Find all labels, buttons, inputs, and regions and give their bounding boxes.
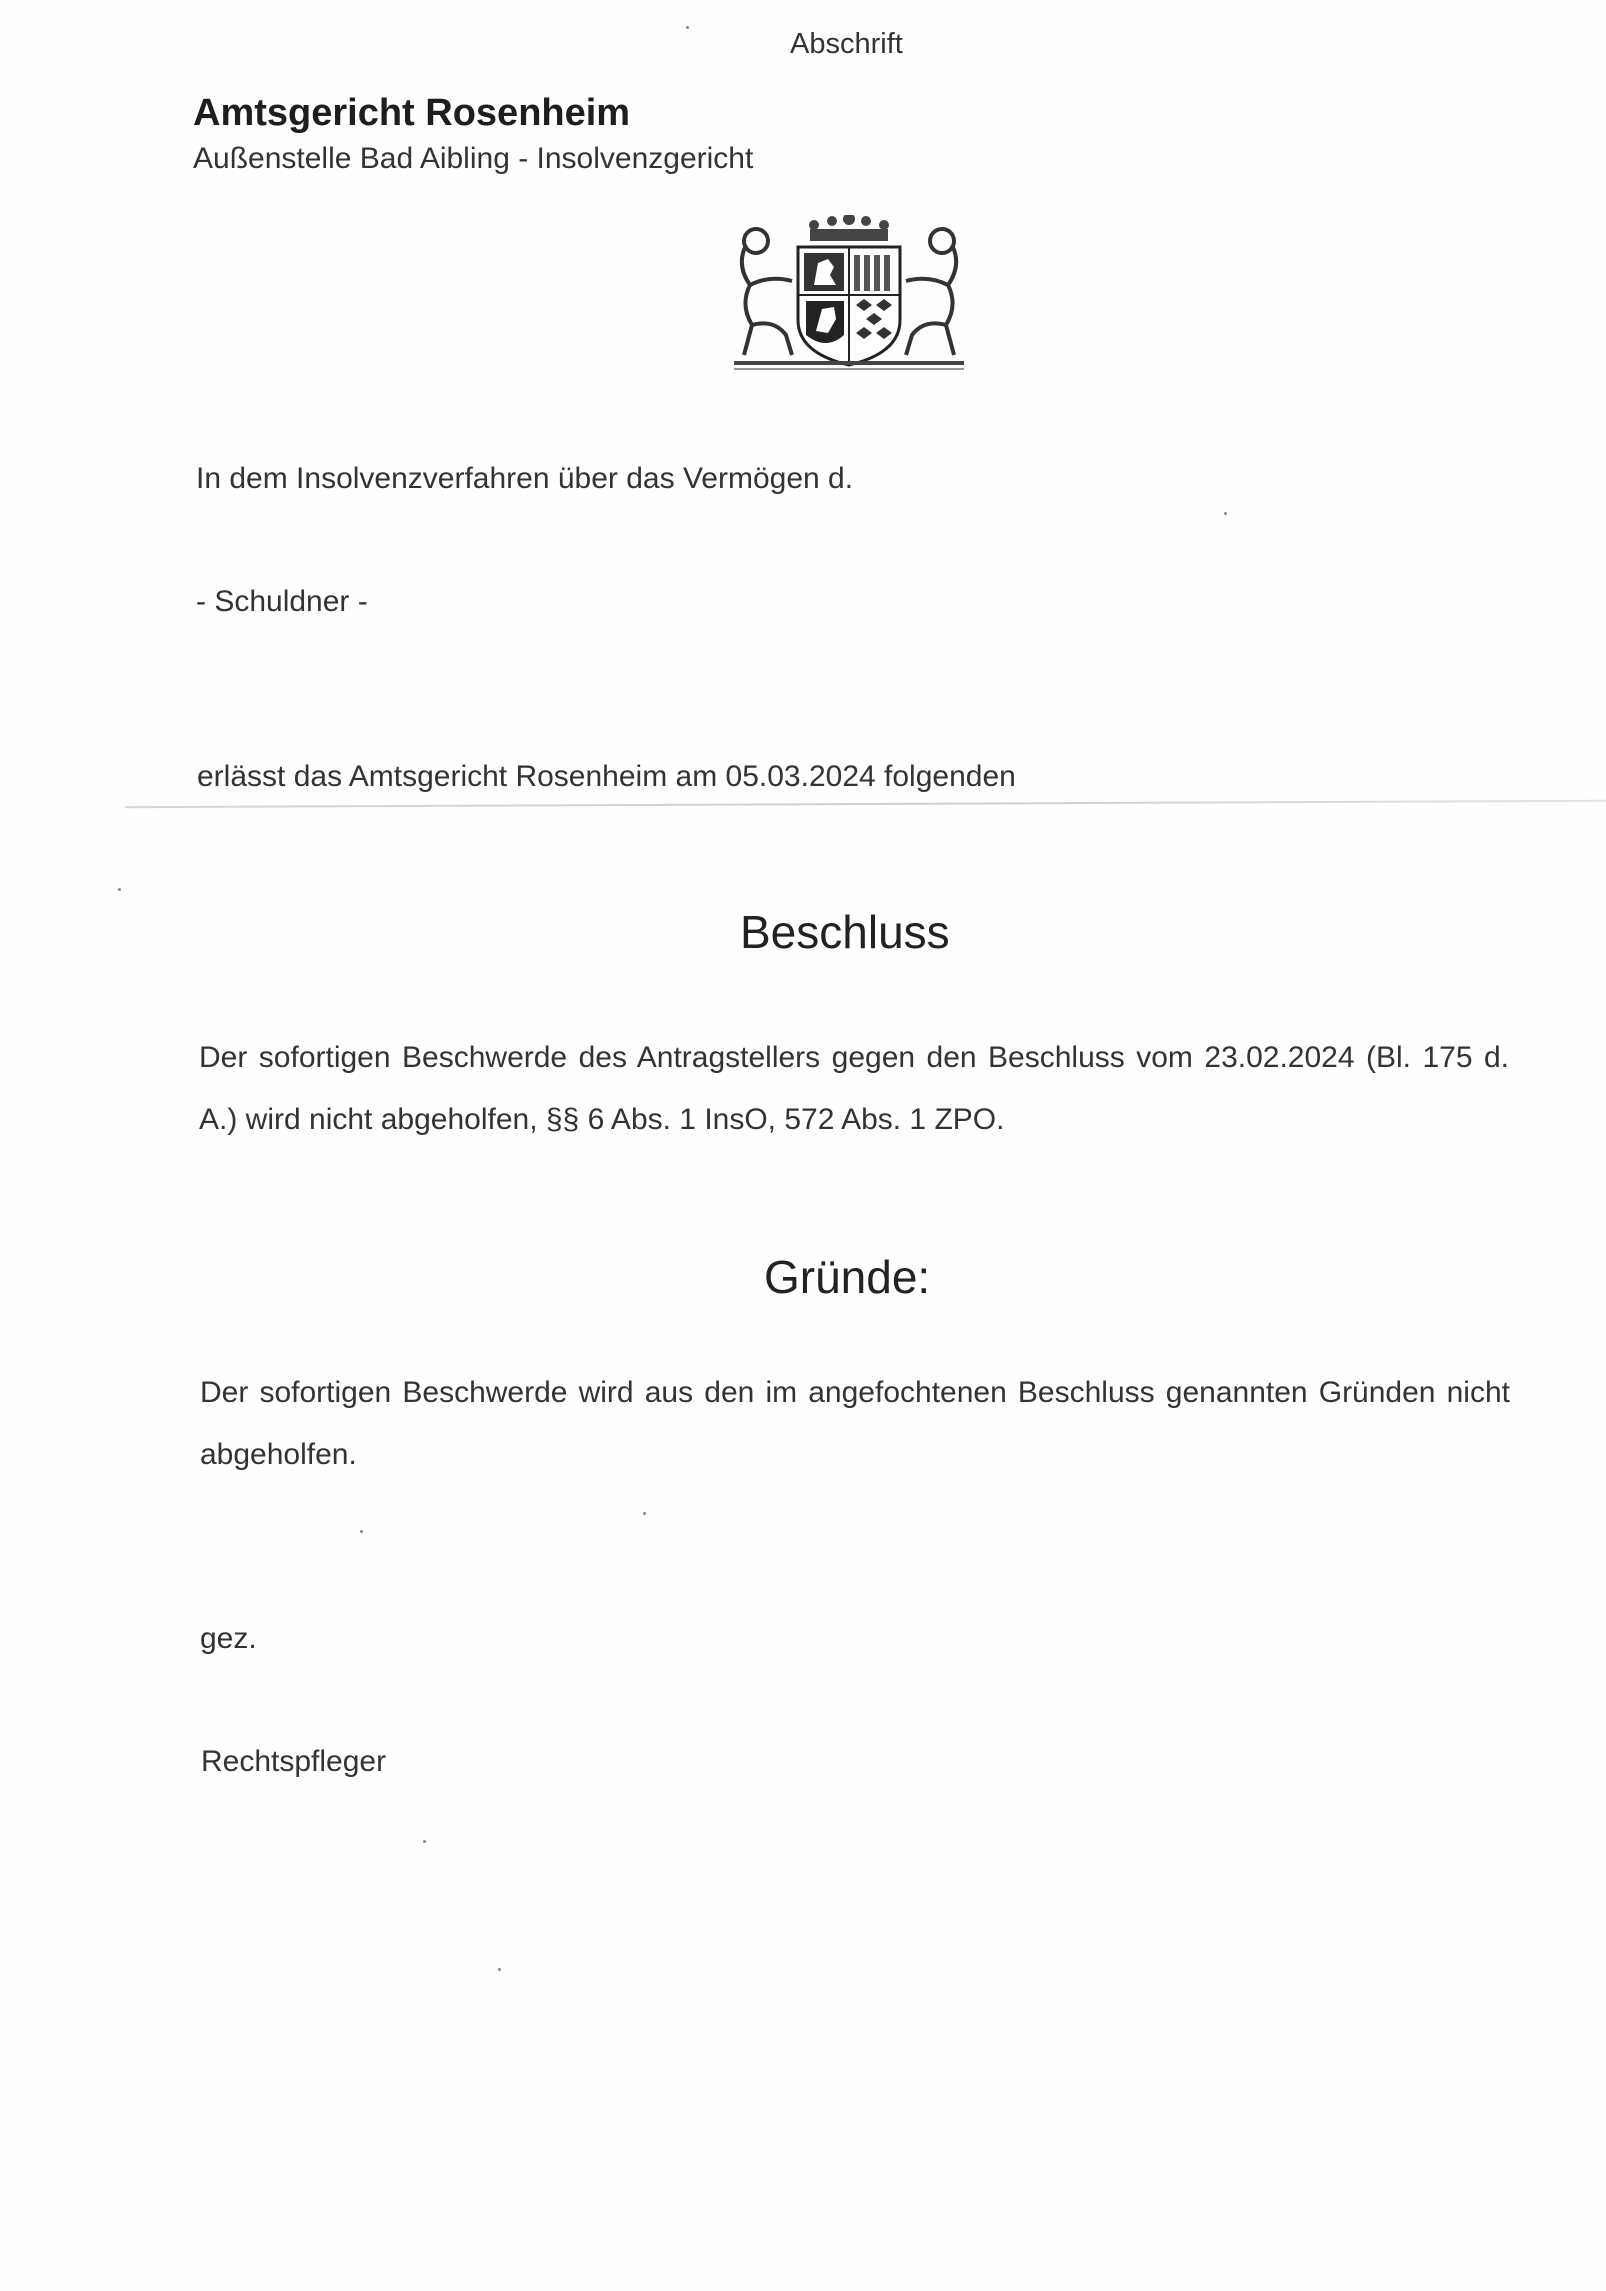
decision-heading: Beschluss [740, 906, 950, 958]
scan-speck [423, 1840, 426, 1843]
signed-mark: gez. [200, 1622, 257, 1655]
intro-line: In dem Insolvenzverfahren über das Vermögen d. [196, 462, 854, 495]
scan-speck [643, 1512, 646, 1515]
issuing-line: erlässt das Amtsgericht Rosenheim am 05.03.2024 folgenden [197, 760, 1016, 793]
fold-line [125, 800, 1606, 808]
court-name: Amtsgericht Rosenheim [193, 92, 631, 134]
copy-mark: Abschrift [790, 28, 903, 60]
scan-speck [1224, 512, 1227, 515]
scan-speck [360, 1530, 363, 1533]
reasons-heading: Gründe: [764, 1251, 931, 1303]
bavarian-coat-of-arms-icon [726, 215, 972, 375]
reasons-paragraph: Der sofortigen Beschwerde wird aus den im angefochtenen Beschluss genannten Gründen nicht abgeholfen. [200, 1376, 1510, 1471]
signatory-role: Rechtspfleger [201, 1745, 387, 1778]
decision-paragraph: Der sofortigen Beschwerde des Antragstellers gegen den Beschluss vom 23.02.2024 (Bl. 175 d. A.) wird nicht abgeholfen, §§ 6 Abs. 1 InsO, 572 Abs. 1 ZPO. [199, 1041, 1509, 1136]
scan-speck [498, 1968, 501, 1971]
court-branch: Außenstelle Bad Aibling - Insolvenzgericht [193, 142, 754, 175]
scan-speck [686, 26, 689, 29]
debtor-label: - Schuldner - [196, 585, 368, 618]
scan-speck [118, 888, 121, 891]
